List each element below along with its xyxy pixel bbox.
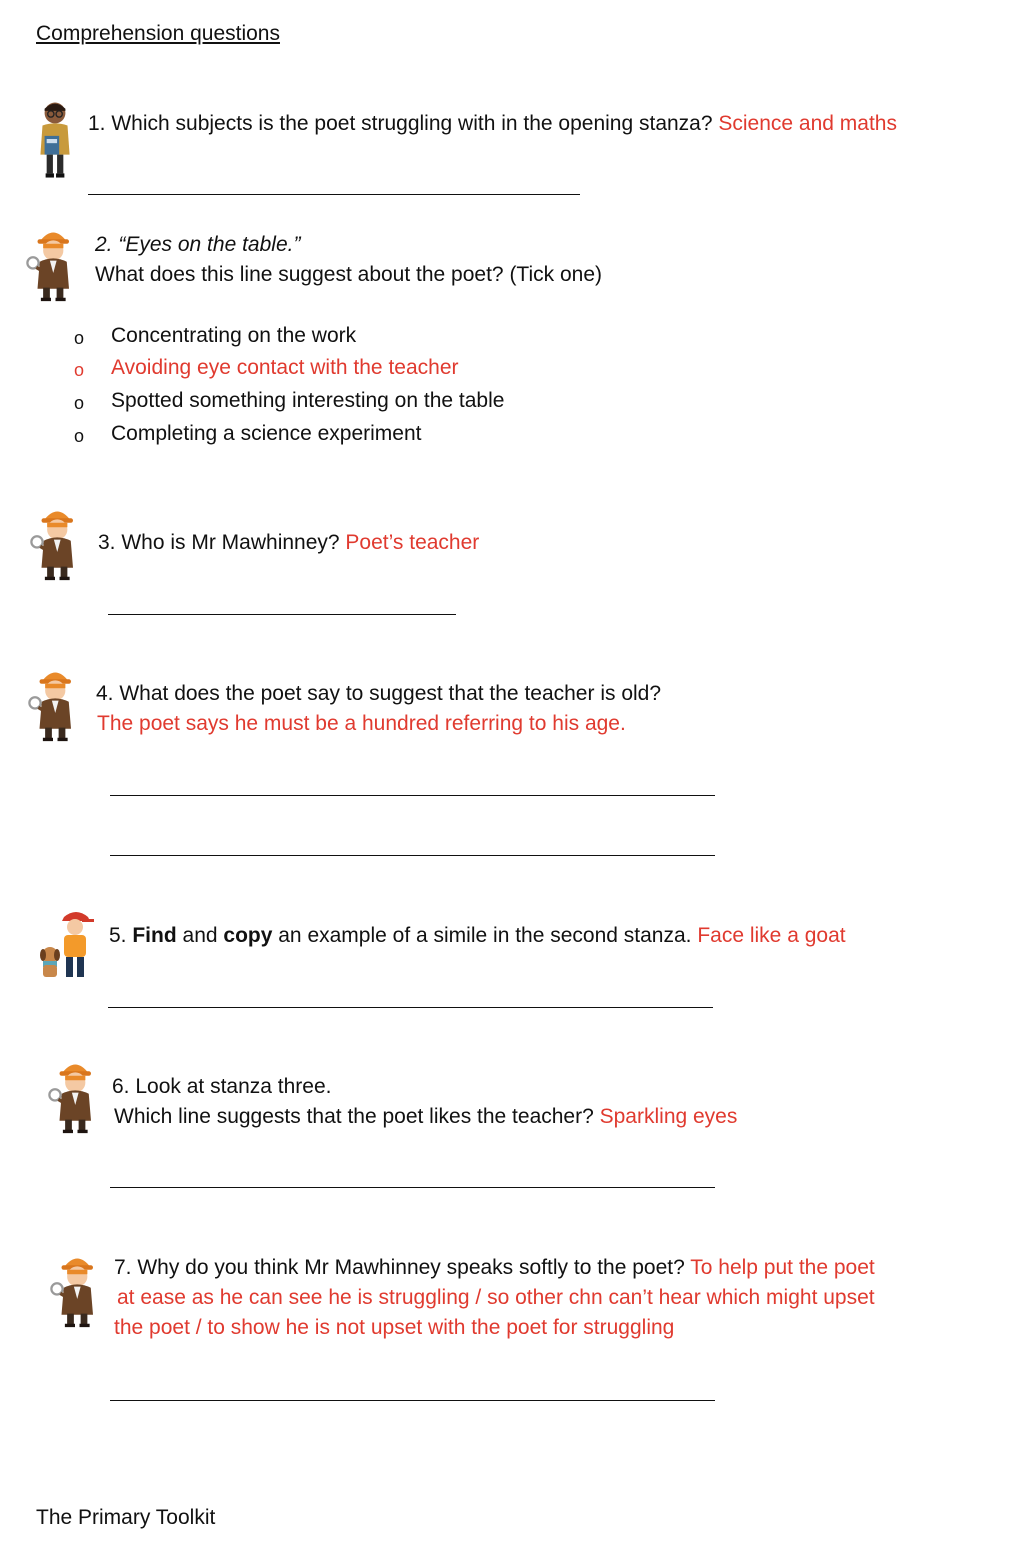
question-3-answer: Poet’s teacher xyxy=(345,531,480,554)
answer-line-6[interactable] xyxy=(110,1187,715,1188)
question-5-copy: copy xyxy=(223,924,273,947)
option-bullet[interactable]: o xyxy=(74,360,85,380)
question-6-text: Which line suggests that the poet likes the teacher? xyxy=(114,1105,600,1128)
answer-line-3[interactable] xyxy=(108,614,456,615)
answer-line-4a[interactable] xyxy=(110,795,715,796)
question-3-text: 3. Who is Mr Mawhinney? xyxy=(98,531,346,554)
page-title: Comprehension questions xyxy=(36,22,280,45)
option-1[interactable]: Concentrating on the work xyxy=(111,324,357,347)
question-4-text: 4. What does the poet say to suggest that the teacher is old? xyxy=(96,682,662,705)
question-7-answer-1: To help put the poet xyxy=(690,1256,875,1279)
answer-line-5[interactable] xyxy=(108,1007,713,1008)
question-6 xyxy=(114,1105,737,1129)
question-5: 5. Find and copy an example of a simile in the second stanza. Face like a goat xyxy=(109,924,846,947)
option-bullet[interactable]: o xyxy=(74,393,85,413)
detective-icon xyxy=(28,501,82,585)
question-3 xyxy=(98,531,479,555)
detective-icon xyxy=(26,662,80,746)
answer-line-7[interactable] xyxy=(110,1400,715,1401)
boy-with-dog-icon xyxy=(38,904,96,986)
question-5-answer: Face like a goat xyxy=(697,924,846,947)
question-6-answer: Sparkling eyes xyxy=(599,1105,738,1128)
answer-line-4b[interactable] xyxy=(110,855,715,856)
question-1-text: 1. Which subjects is the poet struggling with in the opening stanza? xyxy=(88,112,719,135)
option-3[interactable]: Spotted something interesting on the table xyxy=(111,389,505,412)
question-7-answer-2: at ease as he can see he is struggling / so other chn can’t hear which might upset xyxy=(117,1286,875,1309)
question-2-quote: 2. “Eyes on the table.” xyxy=(95,233,301,256)
detective-icon xyxy=(24,222,78,306)
detective-icon xyxy=(46,1054,100,1138)
option-bullet[interactable]: o xyxy=(74,426,85,446)
answer-line-1[interactable] xyxy=(88,194,580,195)
question-1 xyxy=(88,112,897,136)
option-2-answer[interactable]: Avoiding eye contact with the teacher xyxy=(111,356,459,379)
question-2-text: What does this line suggest about the poet? (Tick one) xyxy=(95,263,603,286)
option-4[interactable]: Completing a science experiment xyxy=(111,422,422,445)
footer-credit: The Primary Toolkit xyxy=(36,1506,216,1529)
question-6-line1: 6. Look at stanza three. xyxy=(112,1075,332,1098)
question-1-answer: Science and maths xyxy=(718,112,897,135)
option-bullet[interactable]: o xyxy=(74,328,85,348)
question-5-find: Find xyxy=(132,924,177,947)
question-7 xyxy=(114,1256,875,1280)
question-7-answer-3: the poet / to show he is not upset with the poet for struggling xyxy=(114,1316,675,1339)
detective-icon xyxy=(48,1248,102,1332)
question-4-answer: The poet says he must be a hundred referring to his age. xyxy=(97,712,626,735)
question-7-text: 7. Why do you think Mr Mawhinney speaks softly to the poet? xyxy=(114,1256,691,1279)
student-calculator-icon xyxy=(30,98,80,180)
